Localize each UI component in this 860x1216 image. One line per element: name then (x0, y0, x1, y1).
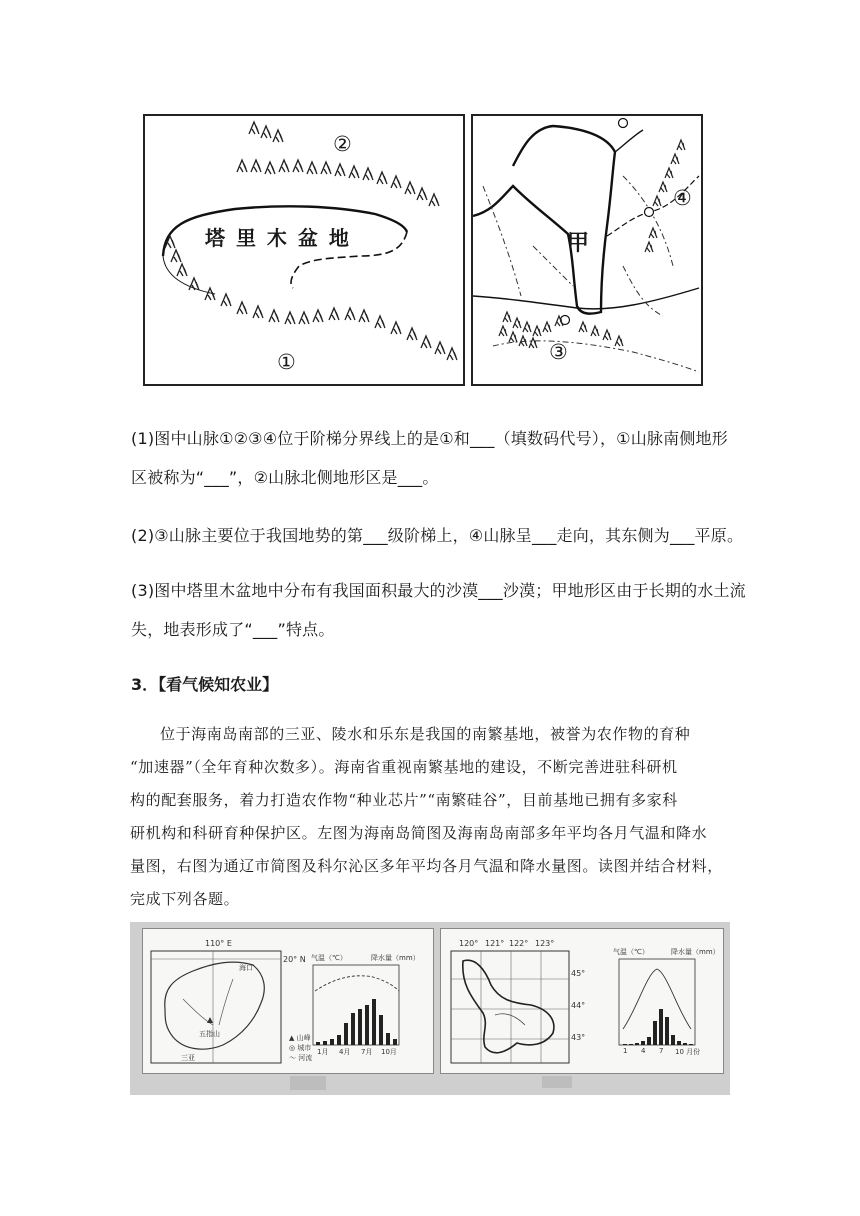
question-1-line-1: (1)图中山脉①②③④位于阶梯分界线上的是①和___（填数码代号），①山脉南侧地形 (131, 429, 728, 448)
mountain-range-1 (165, 236, 457, 360)
paragraph-line: 研机构和科研育种保护区。左图为海南岛简图及海南岛南部多年平均各月气温和降水 (130, 824, 708, 842)
precip-bar (665, 1017, 669, 1045)
tongliao-lat-label: 43° (571, 1033, 586, 1042)
precip-bar (379, 1015, 383, 1045)
paragraph-line: 位于海南岛南部的三亚、陵水和乐东是我国的南繁基地，被誉为农作物的育种 (160, 725, 691, 743)
sanya-label: 三亚 (181, 1054, 195, 1062)
legend-peak: ▲ 山峰 (289, 1034, 311, 1042)
paragraph-line: 构的配套服务，着力打造农作物“种业芯片”“南繁硅谷”，目前基地已拥有多家科 (130, 791, 678, 809)
precip-bar (689, 1044, 693, 1045)
precip-bar (358, 1009, 362, 1045)
tongliao-x-tick: 7 (659, 1047, 664, 1055)
tongliao-lon-label: 120° (459, 939, 479, 948)
paragraph-line: 完成下列各题。 (130, 890, 240, 908)
hainan-lat-label: 20° N (283, 955, 306, 964)
hainan-lon-label: 110° E (205, 939, 232, 948)
precip-bar (659, 1009, 663, 1045)
section-3-title: 3．【看气候知农业】 (131, 675, 279, 694)
tongliao-figure-panel (440, 928, 724, 1074)
tongliao-x-tick: 1 (623, 1047, 628, 1055)
precip-bar (386, 1033, 390, 1045)
precip-bar (316, 1042, 320, 1045)
precip-bar (641, 1041, 645, 1045)
marker-3: ③ (549, 340, 568, 364)
question-3-line-2: 失，地表形成了“___”特点。 (131, 620, 335, 639)
precip-bar (629, 1044, 633, 1045)
paragraph-line: “加速器”（全年育种次数多）。海南省重视南繁基地的建设，不断完善进驻科研机 (130, 758, 678, 776)
precip-bar (677, 1041, 681, 1045)
tongliao-x-tick: 4 (641, 1047, 646, 1055)
precip-bar (323, 1041, 327, 1045)
region-jia-label: 甲 (567, 231, 590, 256)
tongliao-x-tick: 10 月份 (675, 1048, 701, 1056)
haikou-label: 海口 (239, 964, 253, 972)
hainan-x-tick: 4月 (339, 1048, 351, 1056)
precip-bar (337, 1035, 341, 1045)
hainan-x-tick: 7月 (361, 1048, 373, 1056)
precip-bar (635, 1043, 639, 1045)
photo-smudge (290, 1076, 326, 1090)
precip-bar (683, 1043, 687, 1045)
hainan-temp-axis: 气温（℃） (311, 954, 347, 962)
hainan-x-tick: 1月 (317, 1048, 329, 1056)
tongliao-lon-label: 122° (509, 939, 529, 948)
wuzhishan-label: 五指山 (199, 1030, 220, 1038)
precip-bar (330, 1039, 334, 1045)
marker-2: ② (333, 132, 352, 156)
basin-label: 塔 里 木 盆 地 (205, 226, 351, 250)
marker-1: ① (277, 350, 296, 374)
precip-bar (623, 1044, 627, 1045)
legend-river: ～ 河流 (289, 1054, 313, 1062)
precip-bar (671, 1035, 675, 1045)
tongliao-temp-axis: 气温（℃） (613, 948, 649, 956)
hainan-precip-bars (143, 929, 433, 1073)
precip-bar (344, 1023, 348, 1045)
tongliao-lon-label: 121° (485, 939, 505, 948)
marker-4: ④ (673, 186, 692, 210)
precip-bar (647, 1037, 651, 1045)
question-3-line-1: (3)图中塔里木盆地中分布有我国面积最大的沙漠___沙漠；甲地形区由于长期的水土流 (131, 581, 746, 600)
tongliao-precip-bars (441, 929, 723, 1073)
tongliao-lon-label: 123° (535, 939, 555, 948)
precip-bar (372, 999, 376, 1045)
hainan-x-tick: 10月 (381, 1048, 397, 1056)
tarim-basin-map (143, 114, 465, 386)
photo-smudge (542, 1076, 572, 1088)
precip-bar (393, 1039, 397, 1045)
paragraph-line: 量图，右图为通辽市简图及科尔沁区多年平均各月气温和降水量图。读图并结合材料， (130, 857, 723, 875)
question-1-line-2: 区被称为“___”，②山脉北侧地形区是___。 (131, 468, 439, 487)
precip-bar (653, 1021, 657, 1045)
tongliao-lat-label: 45° (571, 969, 586, 978)
question-2-line-1: (2)③山脉主要位于我国地势的第___级阶梯上，④山脉呈___走向，其东侧为___平原。 (131, 526, 744, 545)
precip-bar (365, 1005, 369, 1045)
hainan-precip-axis: 降水量（mm） (371, 954, 420, 962)
loess-region-map (471, 114, 703, 386)
figure-photo (130, 922, 730, 1095)
tongliao-precip-axis: 降水量（mm） (671, 948, 720, 956)
tongliao-lat-label: 44° (571, 1001, 586, 1010)
hainan-figure-panel (142, 928, 434, 1074)
legend-city: ◎ 城市 (289, 1044, 312, 1052)
precip-bar (351, 1013, 355, 1045)
